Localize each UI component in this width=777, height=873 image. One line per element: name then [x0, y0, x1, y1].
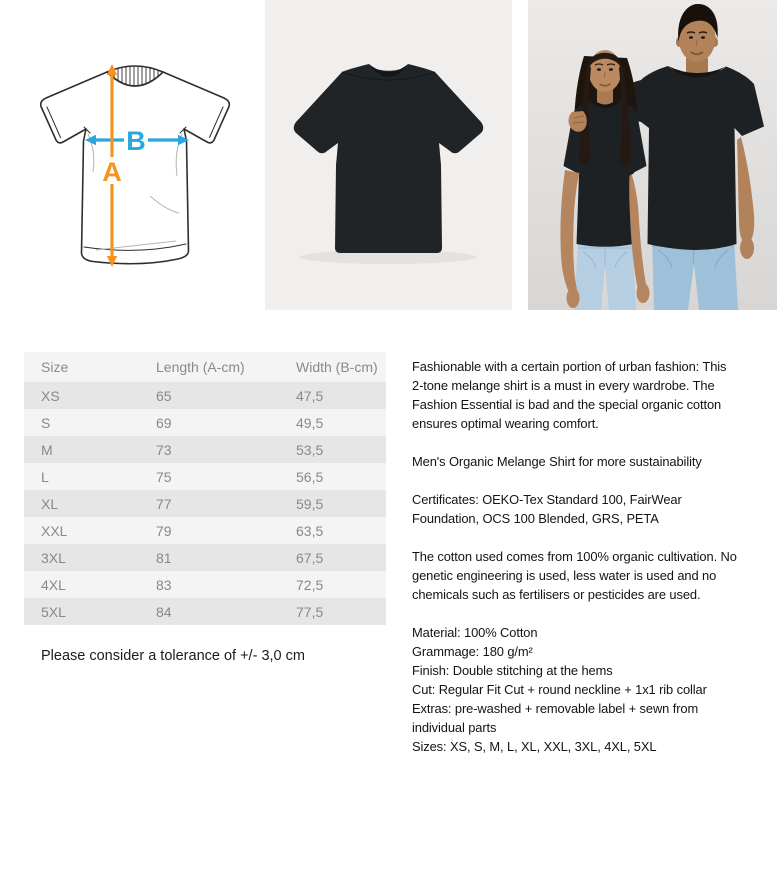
table-cell: 79 — [139, 517, 279, 544]
table-row — [24, 598, 386, 625]
spec-line: Material: 100% Cotton — [412, 625, 538, 640]
tshirt-measurement-diagram — [0, 0, 249, 310]
table-row — [24, 544, 386, 571]
size-table-section — [24, 352, 386, 664]
table-cell: 59,5 — [279, 490, 386, 517]
spec-line: Cut: Regular Fit Cut + round neckline + 1x1 rib collar — [412, 682, 707, 697]
column-header: Size — [24, 352, 139, 382]
table-header-row — [24, 352, 386, 382]
table-row — [24, 490, 386, 517]
specs-list — [412, 623, 738, 756]
table-cell: 73 — [139, 436, 279, 463]
table-cell: 53,5 — [279, 436, 386, 463]
size-table-body — [24, 382, 386, 625]
size-diagram-image[interactable] — [0, 0, 249, 310]
description-intro: Fashionable with a certain portion of urban fashion: This 2-tone melange shirt is a must in every wardrobe. The Fashion Essential is bad and the special organic cotton ensures optimal wearing comfort. — [412, 359, 727, 431]
product-photo-flat[interactable] — [265, 0, 512, 310]
spec-line: Grammage: 180 g/m² — [412, 644, 533, 659]
table-cell: 65 — [139, 382, 279, 409]
table-cell: 83 — [139, 571, 279, 598]
column-header: Length (A-cm) — [139, 352, 279, 382]
table-cell: 4XL — [24, 571, 139, 598]
table-cell: 69 — [139, 409, 279, 436]
table-cell: XS — [24, 382, 139, 409]
table-cell: 47,5 — [279, 382, 386, 409]
table-cell: 72,5 — [279, 571, 386, 598]
table-cell: 77 — [139, 490, 279, 517]
table-cell: L — [24, 463, 139, 490]
table-cell: 5XL — [24, 598, 139, 625]
length-measure-label: A — [102, 157, 122, 187]
spec-line: Sizes: XS, S, M, L, XL, XXL, 3XL, 4XL, 5XL — [412, 739, 657, 754]
table-cell: 3XL — [24, 544, 139, 571]
table-cell: 56,5 — [279, 463, 386, 490]
spec-line: Extras: pre-washed + removable label + sewn from individual parts — [412, 701, 699, 735]
description-certificates: Certificates: OEKO-Tex Standard 100, FairWear Foundation, OCS 100 Blended, GRS, PETA — [412, 492, 682, 526]
table-row — [24, 571, 386, 598]
spec-line: Finish: Double stitching at the hems — [412, 663, 613, 678]
black-tshirt-flat-photo — [265, 0, 512, 310]
models-wearing-tshirts-photo — [528, 0, 777, 310]
column-header: Width (B-cm) — [279, 352, 386, 382]
description-cotton: The cotton used comes from 100% organic cultivation. No genetic engineering is used, less water is used and no chemicals such as fertilisers or pesticides are used. — [412, 549, 737, 602]
table-row — [24, 382, 386, 409]
table-row — [24, 517, 386, 544]
table-cell: 84 — [139, 598, 279, 625]
tolerance-note: Please consider a tolerance of +/- 3,0 cm — [41, 648, 305, 664]
table-cell: 77,5 — [279, 598, 386, 625]
table-cell: 67,5 — [279, 544, 386, 571]
table-cell: 49,5 — [279, 409, 386, 436]
table-cell: 63,5 — [279, 517, 386, 544]
table-cell: S — [24, 409, 139, 436]
table-cell: 75 — [139, 463, 279, 490]
product-images-row — [0, 0, 777, 310]
width-measure-label: B — [126, 126, 146, 156]
table-cell: XXL — [24, 517, 139, 544]
product-photo-models[interactable] — [528, 0, 777, 310]
table-cell: 81 — [139, 544, 279, 571]
table-row — [24, 409, 386, 436]
description-sustainability: Men's Organic Melange Shirt for more sustainability — [412, 454, 702, 469]
table-cell: M — [24, 436, 139, 463]
table-cell: XL — [24, 490, 139, 517]
table-row — [24, 436, 386, 463]
size-table — [24, 352, 386, 625]
table-row — [24, 463, 386, 490]
product-description — [412, 357, 738, 756]
